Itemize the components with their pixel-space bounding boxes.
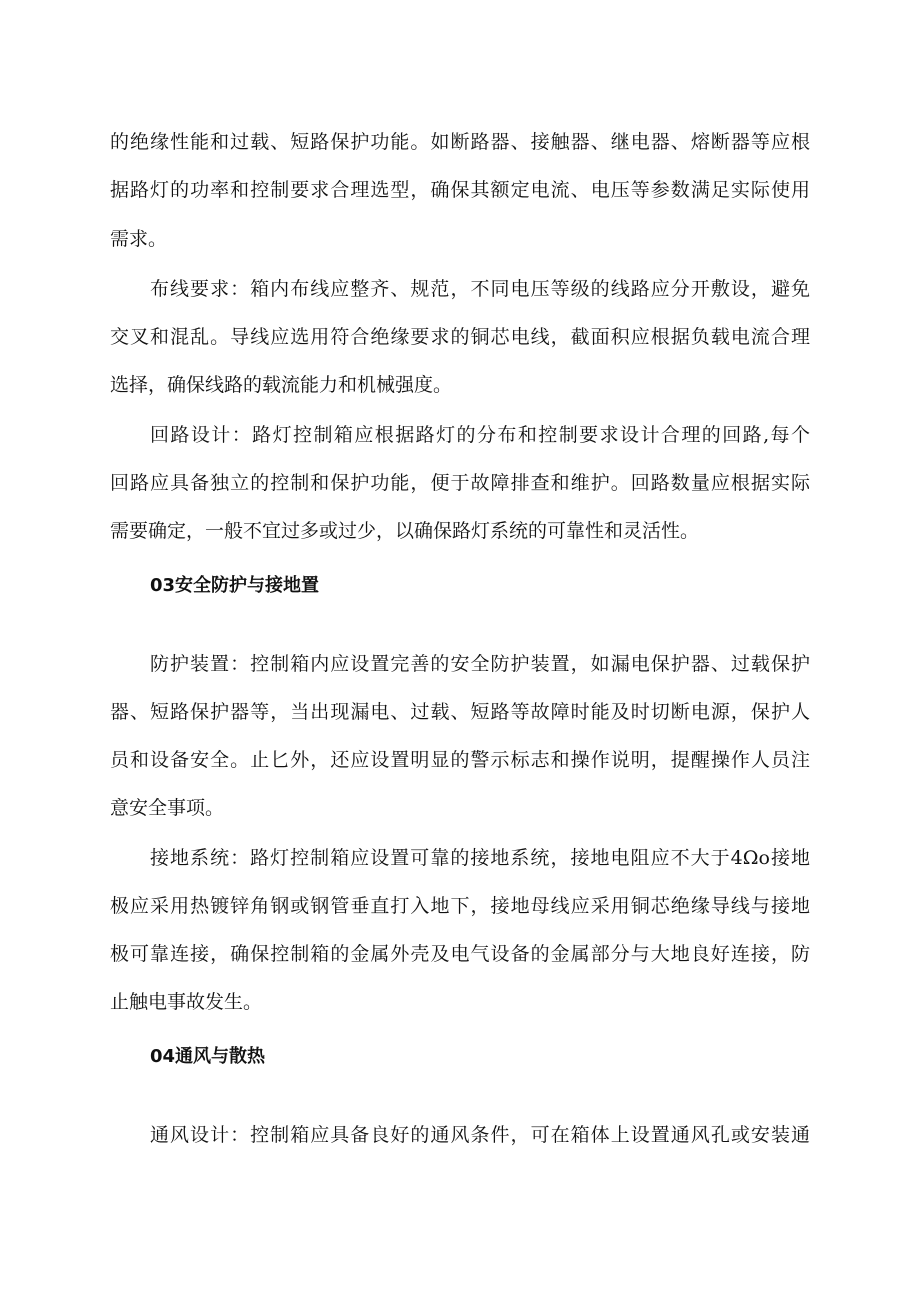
paragraph-line: 布线要求：箱内布线应整齐、规范，不同电压等级的线路应分开敷设，避免	[150, 278, 810, 300]
paragraph-line: 止触电事故发生。	[110, 991, 263, 1013]
paragraph-line: 接地系统：路灯控制箱应设置可靠的接地系统，接地电阻应不大于4Ωo接地	[150, 847, 810, 869]
paragraph-line: 交叉和混乱。导线应选用符合绝缘要求的铜芯电线，截面积应根据负载电流合理	[110, 326, 810, 348]
paragraph-line: 员和设备安全。止匕外，还应设置明显的警示标志和操作说明，提醒操作人员注	[110, 749, 810, 771]
paragraph-line: 意安全事项。	[110, 797, 225, 819]
paragraph-line: 回路应具备独立的控制和保护功能，便于故障排查和维护。回路数量应根据实际	[110, 472, 810, 494]
paragraph-line: 极应采用热镀锌角钢或钢管垂直打入地下，接地母线应采用铜芯绝缘导线与接地	[110, 895, 810, 917]
section-heading: 03安全防护与接地置	[150, 575, 320, 596]
paragraph-line: 需要确定，一般不宜过多或过少，以确保路灯系统的可靠性和灵活性。	[110, 520, 700, 542]
paragraph-line: 回路设计：路灯控制箱应根据路灯的分布和控制要求设计合理的回路,每个	[150, 424, 810, 446]
paragraph-line: 防护装置：控制箱内应设置完善的安全防护装置，如漏电保护器、过载保护	[150, 653, 810, 675]
paragraph-line: 需求。	[110, 228, 168, 250]
paragraph-line: 器、短路保护器等，当出现漏电、过载、短路等故障时能及时切断电源，保护人	[110, 701, 810, 723]
section-heading: 04通风与散热	[150, 1046, 266, 1067]
paragraph-line: 据路灯的功率和控制要求合理选型，确保其额定电流、电压等参数满足实际使用	[110, 179, 810, 201]
paragraph-line: 的绝缘性能和过载、短路保护功能。如断路器、接触器、继电器、熔断器等应根	[110, 131, 810, 153]
paragraph-line: 极可靠连接，确保控制箱的金属外壳及电气设备的金属部分与大地良好连接，防	[110, 943, 810, 965]
paragraph-line: 选择，确保线路的载流能力和机械强度。	[110, 374, 453, 396]
paragraph-line: 通风设计：控制箱应具备良好的通风条件，可在箱体上设置通风孔或安装通	[150, 1124, 810, 1146]
